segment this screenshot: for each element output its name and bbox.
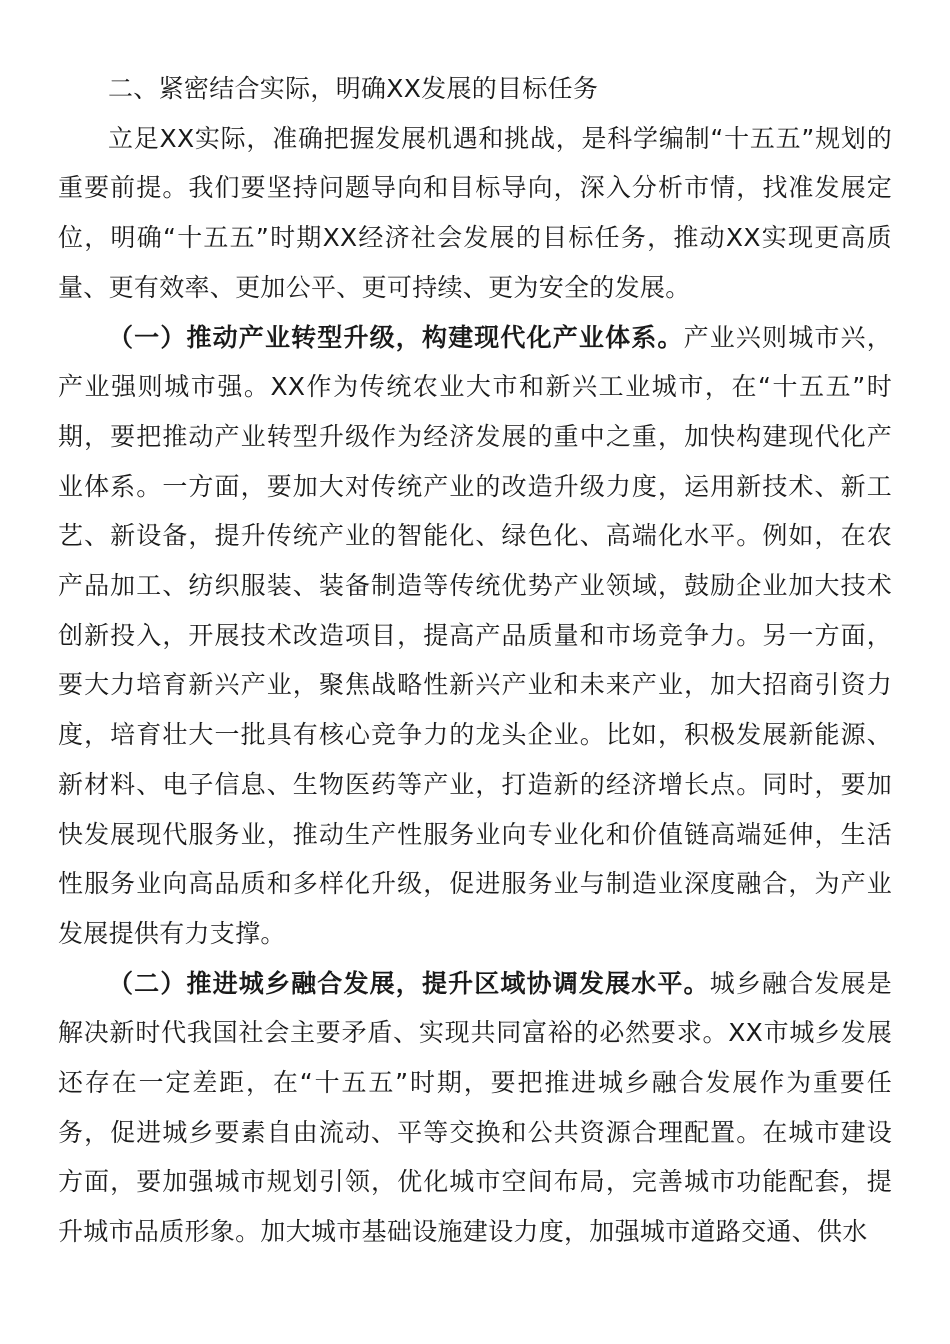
section-heading: 二、紧密结合实际，明确XX发展的目标任务 bbox=[108, 74, 599, 103]
subsection-2-paragraph bbox=[58, 959, 892, 1257]
subsection-1-paragraph bbox=[58, 313, 892, 959]
subsection-2-body: 城乡融合发展是解决新时代我国社会主要矛盾、实现共同富裕的必然要求。XX市城乡发展还存在一定差距，在“十五五”时期，要把推进城乡融合发展作为重要任务，促进城乡要素自由流动、平等交换和公共资源合理配置。在城市建设方面，要加强城市规划引领，优化城市空间布局，完善城市功能配套，提升城市品质形象。加大城市基础设施建设力度，加强城市道路交通、供水 bbox=[58, 968, 892, 1247]
subsection-1-body: 产业兴则城市兴，产业强则城市强。XX作为传统农业大市和新兴工业城市，在“十五五”时期，要把推动产业转型升级作为经济发展的重中之重，加快构建现代化产业体系。一方面，要加大对传统产业的改造升级力度，运用新技术、新工艺、新设备，提升传统产业的智能化、绿色化、高端化水平。例如，在农产品加工、纺织服装、装备制造等传统优势产业领域，鼓励企业加大技术创新投入，开展技术改造项目，提高产品质量和市场竞争力。另一方面，要大力培育新兴产业，聚焦战略性新兴产业和未来产业，加大招商引资力度，培育壮大一批具有核心竞争力的龙头企业。比如，积极发展新能源、新材料、电子信息、生物医药等产业，打造新的经济增长点。同时，要加快发展现代服务业，推动生产性服务业向专业化和价值链高端延伸，生活性服务业向高品质和多样化升级，促进服务业与制造业深度融合，为产业发展提供有力支撑。 bbox=[58, 322, 892, 948]
document-page bbox=[58, 64, 892, 1257]
subsection-2-lead: （二）推进城乡融合发展，提升区域协调发展水平。 bbox=[108, 968, 710, 998]
intro-paragraph: 立足XX实际，准确把握发展机遇和挑战，是科学编制“十五五”规划的重要前提。我们要坚持问题导向和目标导向，深入分析市情，找准发展定位，明确“十五五”时期XX经济社会发展的目标任务，推动XX实现更高质量、更有效率、更加公平、更可持续、更为安全的发展。 bbox=[58, 123, 892, 302]
subsection-1-lead: （一）推动产业转型升级，构建现代化产业体系。 bbox=[108, 322, 684, 352]
